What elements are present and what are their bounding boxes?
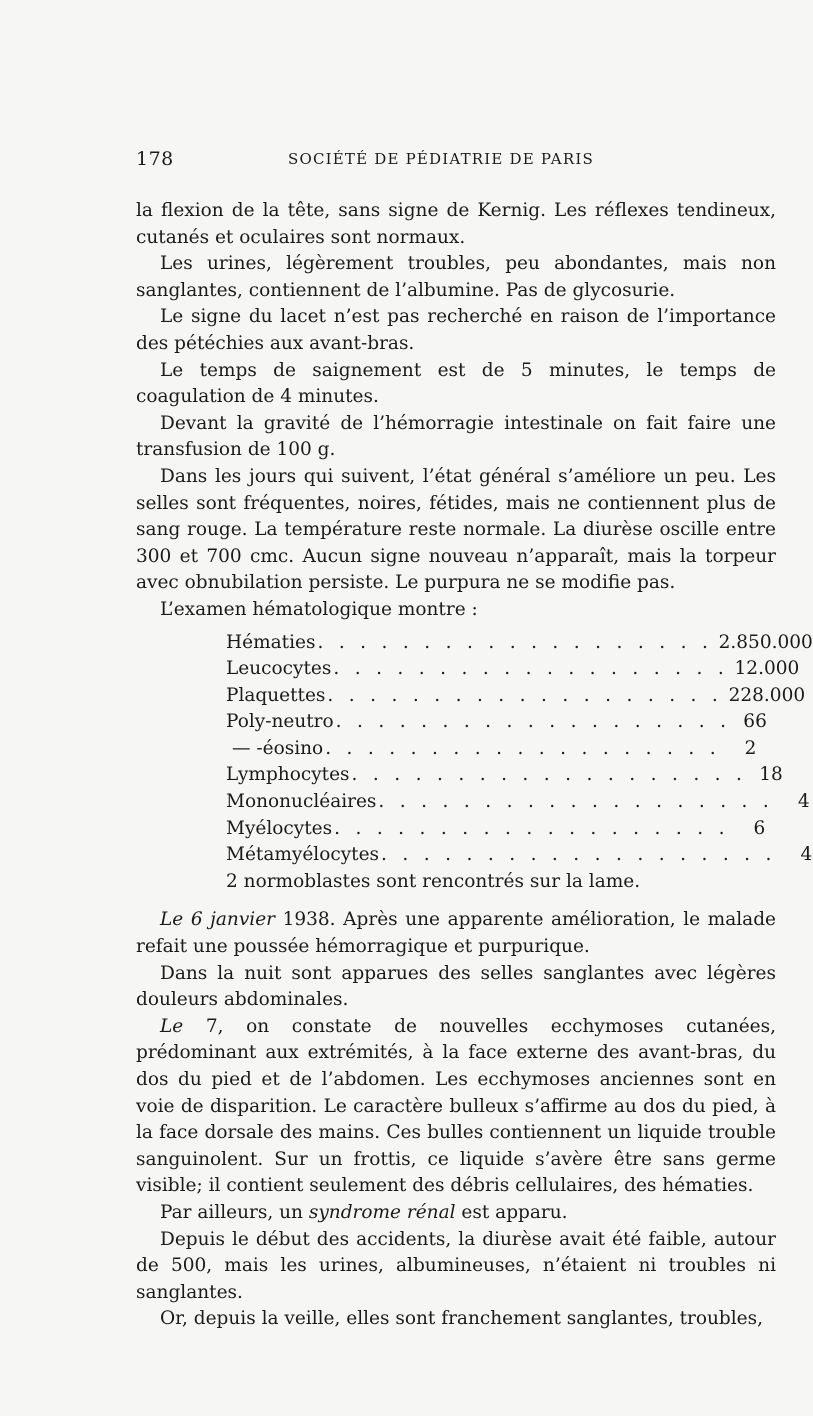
hema-label: Lymphocytes: [226, 764, 350, 786]
hema-value: 2.850.000: [718, 631, 813, 653]
paragraph-transfusion: Devant la gravité de l’hémorragie intestinale on fait faire une transfusion de 100 g.: [136, 412, 776, 461]
hema-label: Métamyélocytes: [226, 844, 380, 866]
hema-value: 12.000: [734, 658, 800, 680]
hema-label: Plaquettes: [226, 684, 326, 706]
table-row: [226, 656, 800, 683]
paragraph-text: 1938. Après une apparente amélioration, le malade refait une poussée hémorragique et purpurique.: [136, 909, 776, 958]
paragraph-jours-suivants: Dans les jours qui suivent, l’état général s’améliore un peu. Les selles sont fréquentes, noires, fétides, mais ne contiennent plus de sang rouge. La température reste normale. La diurèse oscille entre 300 et 700 cmc. Aucun signe nouveau n’apparaît, mais la torpeur avec obnubilation persiste. Le purpura ne se modifie pas.: [136, 465, 776, 594]
paragraph-veille: Or, depuis la veille, elles sont franchement sanglantes, troubles,: [160, 1308, 764, 1330]
leader-dots: . . . . . . . . . . . . . . . . . . .: [378, 791, 774, 813]
page-header: [136, 148, 776, 174]
paragraph-saignement: Le temps de saignement est de 5 minutes, le temps de coagulation de 4 minutes.: [136, 359, 776, 408]
hematology-note: 2 normoblastes sont rencontrés sur la lame.: [226, 870, 641, 892]
paragraph-le-6-janvier: [136, 907, 776, 960]
hema-value: 4: [800, 844, 813, 866]
hematology-table: [226, 630, 813, 896]
page-number: 178: [136, 148, 174, 170]
paragraph-nuit: Dans la nuit sont apparues des selles sanglantes avec légères douleurs abdominales.: [136, 962, 776, 1011]
table-row: [226, 683, 806, 710]
leader-dots: . . . . . . . . . . . . . . . . . . .: [333, 658, 729, 680]
paragraph-text: est apparu.: [455, 1201, 568, 1223]
hema-label: — -éosino: [232, 737, 324, 759]
leader-dots: . . . . . . . . . . . . . . . . . . .: [317, 631, 713, 653]
paragraph-examen-intro: L’examen hématologique montre :: [160, 598, 478, 620]
table-row: [226, 736, 757, 763]
table-row: [226, 762, 783, 789]
leader-dots: . . . . . . . . . . . . . . . . . . .: [334, 817, 730, 839]
paragraph-text: 7, on constate de nouvelles ecchymoses cutanées, prédominant aux extrémités, à la face externe des avant-bras, du dos du pied et de l’abdomen. Les ecchymoses anciennes sont en voie de disparition. Le caractère bulleux s’affirme au dos du pied, à la face dorsale des mains. Ces bulles contiennent un liquide trouble sanguinolent. Sur un frottis, ce liquide s’avère être sans germe visible; il contient seulement des débris cellulaires, des hématies.: [136, 1015, 776, 1197]
hema-label: Poly-neutro: [226, 711, 334, 733]
hema-value: 4: [797, 791, 810, 813]
date-lead: Le: [160, 1015, 184, 1037]
italic-term: syndrome rénal: [308, 1201, 456, 1223]
table-row: [226, 789, 810, 816]
hema-label: Mononucléaires: [226, 791, 377, 813]
running-head: SOCIÉTÉ DE PÉDIATRIE DE PARIS: [288, 150, 594, 168]
date-lead: Le 6 janvier: [160, 909, 276, 931]
table-row: [226, 709, 767, 736]
paragraph-text: Par ailleurs, un: [160, 1201, 309, 1223]
hema-label: Hématies: [226, 631, 316, 653]
paragraph-continuation: la flexion de la tête, sans signe de Kernig. Les réflexes tendineux, cutanés et oculaires sont normaux.: [136, 200, 776, 248]
leader-dots: . . . . . . . . . . . . . . . . . . .: [325, 737, 721, 759]
leader-dots: . . . . . . . . . . . . . . . . . . .: [381, 844, 777, 866]
hema-value: 228.000: [728, 684, 806, 706]
table-row: [226, 816, 766, 843]
leader-dots: . . . . . . . . . . . . . . . . . . .: [351, 764, 747, 786]
hema-value: 66: [743, 711, 767, 733]
paragraph-le-7: [136, 1014, 776, 1200]
paragraph-diurese: Depuis le début des accidents, la diurèse avait été faible, autour de 500, mais les urines, albumineuses, n’étaient ni troubles ni sanglantes.: [136, 1228, 776, 1303]
leader-dots: . . . . . . . . . . . . . . . . . . .: [327, 684, 723, 706]
hema-value: 2: [744, 737, 757, 759]
leader-dots: . . . . . . . . . . . . . . . . . . .: [335, 711, 731, 733]
table-row: [226, 630, 813, 657]
hema-label: Leucocytes: [226, 658, 332, 680]
table-row: [226, 842, 813, 869]
hema-label: Myélocytes: [226, 817, 333, 839]
body-text: [136, 198, 813, 1333]
paragraph-urines: Les urines, légèrement troubles, peu abondantes, mais non sanglantes, contiennent de l’albumine. Pas de glycosurie.: [136, 253, 776, 301]
paragraph-lacet: Le signe du lacet n’est pas recherché en raison de l’importance des pétéchies aux avant-bras.: [136, 306, 776, 354]
hema-value: 6: [753, 817, 766, 839]
hema-value: 18: [759, 764, 783, 786]
paragraph-syndrome-renal: [136, 1200, 776, 1227]
